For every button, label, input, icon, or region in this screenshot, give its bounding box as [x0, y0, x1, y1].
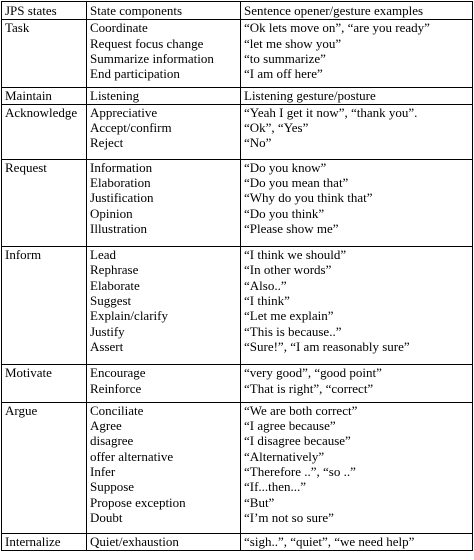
- jps-state-cell: [2, 247, 87, 365]
- example-item: “But”: [244, 494, 275, 510]
- example-item: “If...then...”: [244, 479, 307, 495]
- jps-state-cell: [2, 88, 87, 104]
- example-item: “I disagree because”: [244, 433, 351, 449]
- header-examples: Sentence opener/gesture examples: [241, 2, 473, 20]
- examples-cell: [241, 534, 473, 550]
- state-component-item: offer alternative: [90, 448, 174, 464]
- examples-cell: [241, 402, 473, 533]
- example-item: “No”: [244, 135, 272, 151]
- state-component-item: Reject: [90, 135, 124, 151]
- example-item: “I am off here”: [244, 66, 323, 82]
- example-item: “Ok lets move on”, “are you ready”: [244, 20, 430, 36]
- examples-cell: [241, 247, 473, 365]
- jps-state-cell: [2, 104, 87, 159]
- state-component-item: Assert: [90, 338, 124, 354]
- example-item: Listening gesture/posture: [244, 88, 376, 104]
- example-item: “Do you think”: [244, 205, 325, 221]
- example-item: “I think”: [244, 293, 290, 309]
- state-component-item: Justification: [90, 190, 154, 206]
- jps-state-cell: [2, 365, 87, 403]
- state-components-cell: [87, 159, 241, 246]
- state-components-cell: [87, 534, 241, 550]
- state-component-item: Conciliate: [90, 402, 144, 418]
- example-item: “Also..”: [244, 277, 287, 293]
- jps-state-cell: [2, 20, 87, 88]
- example-item: “Why do you think that”: [244, 190, 373, 206]
- state-component-item: Suppose: [90, 479, 135, 495]
- table-row: [2, 104, 473, 159]
- examples-cell: [241, 20, 473, 88]
- state-component-item: Agree: [90, 418, 122, 434]
- table-row: [2, 365, 473, 403]
- state-component-item: Summarize information: [90, 50, 214, 66]
- jps-state-label: Request: [5, 159, 47, 175]
- state-component-item: disagree: [90, 433, 134, 449]
- table-row: [2, 534, 473, 550]
- state-component-item: Information: [90, 159, 153, 175]
- jps-state-cell: [2, 159, 87, 246]
- example-item: “Sure!”, “I am reasonably sure”: [244, 338, 410, 354]
- header-row: [2, 2, 473, 20]
- table-row: [2, 247, 473, 365]
- state-component-item: Justify: [90, 323, 125, 339]
- jps-state-cell: [2, 402, 87, 533]
- state-component-item: Appreciative: [90, 104, 158, 120]
- example-item: “Therefore ..”, “so ..”: [244, 464, 356, 480]
- example-item: “Ok”, “Yes”: [244, 120, 309, 136]
- example-item: “Yeah I get it now”, “thank you”.: [244, 104, 418, 120]
- table-row: [2, 20, 473, 88]
- state-component-item: Doubt: [90, 509, 123, 525]
- example-item: “That is right”, “correct”: [244, 380, 374, 396]
- state-component-item: Elaborate: [90, 277, 140, 293]
- jps-state-label: Maintain: [5, 88, 52, 104]
- example-item: “to summarize”: [244, 50, 326, 66]
- state-component-item: Rephrase: [90, 262, 139, 278]
- state-component-item: Propose exception: [90, 494, 186, 510]
- example-item: “very good”, “good point”: [244, 365, 382, 381]
- jps-states-table: [1, 1, 473, 551]
- example-item: “Please show me”: [244, 220, 339, 236]
- table-row: [2, 402, 473, 533]
- jps-state-cell: [2, 534, 87, 550]
- state-component-item: Accept/confirm: [90, 120, 172, 136]
- state-component-item: Explain/clarify: [90, 308, 168, 324]
- state-components-cell: [87, 20, 241, 88]
- table-row: [2, 159, 473, 246]
- jps-state-label: Argue: [5, 402, 38, 418]
- example-item: “In other words”: [244, 262, 332, 278]
- examples-cell: [241, 365, 473, 403]
- example-item: “sigh..”, “quiet”, “we need help”: [244, 534, 415, 550]
- example-item: “Do you know”: [244, 159, 327, 175]
- header-state-components: State components: [87, 2, 241, 20]
- state-component-item: Encourage: [90, 365, 146, 381]
- state-component-item: Coordinate: [90, 20, 148, 36]
- example-item: “This is because..”: [244, 323, 342, 339]
- example-item: “I’m not so sure”: [244, 509, 334, 525]
- state-components-cell: [87, 88, 241, 104]
- example-item: “I think we should”: [244, 247, 347, 263]
- state-components-cell: [87, 104, 241, 159]
- state-component-item: Listening: [90, 88, 140, 104]
- jps-state-label: Acknowledge: [5, 104, 78, 120]
- table-row: [2, 88, 473, 104]
- state-components-cell: [87, 247, 241, 365]
- jps-state-label: Task: [5, 20, 30, 36]
- state-component-item: End participation: [90, 66, 180, 82]
- state-component-item: Opinion: [90, 205, 133, 221]
- example-item: “let me show you”: [244, 35, 342, 51]
- examples-cell: [241, 104, 473, 159]
- header-jps-states: JPS states: [2, 2, 87, 20]
- state-component-item: Lead: [90, 247, 116, 263]
- examples-cell: [241, 159, 473, 246]
- jps-state-label: Internalize: [5, 534, 61, 550]
- state-component-item: Suggest: [90, 293, 132, 309]
- state-component-item: Reinforce: [90, 380, 142, 396]
- examples-cell: [241, 88, 473, 104]
- example-item: “Let me explain”: [244, 308, 334, 324]
- state-components-cell: [87, 365, 241, 403]
- example-item: “Alternatively”: [244, 448, 325, 464]
- state-component-item: Quiet/exhaustion: [90, 534, 179, 550]
- state-components-cell: [87, 402, 241, 533]
- state-component-item: Infer: [90, 464, 116, 480]
- example-item: “Do you mean that”: [244, 174, 349, 190]
- jps-state-label: Motivate: [5, 365, 52, 381]
- state-component-item: Request focus change: [90, 35, 204, 51]
- example-item: “We are both correct”: [244, 402, 358, 418]
- state-component-item: Illustration: [90, 220, 148, 236]
- table-body: [2, 20, 473, 550]
- jps-state-label: Inform: [5, 247, 42, 263]
- example-item: “I agree because”: [244, 418, 336, 434]
- state-component-item: Elaboration: [90, 174, 151, 190]
